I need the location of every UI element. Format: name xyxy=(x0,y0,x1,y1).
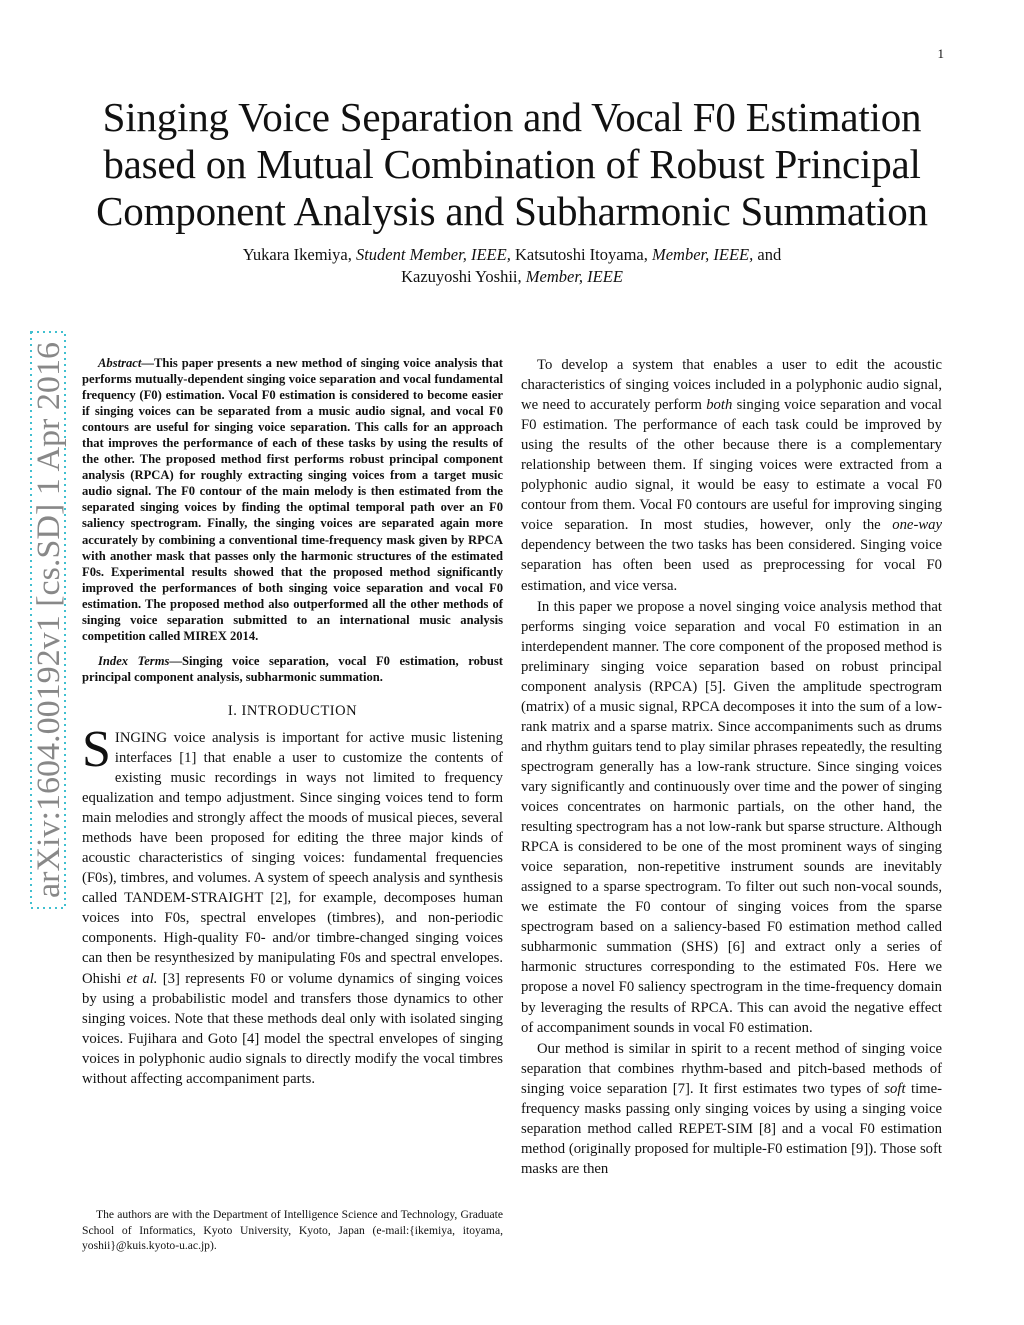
section-title-first: I xyxy=(241,702,247,719)
intro-first-word: INGING xyxy=(114,729,168,746)
abstract-text: This paper presents a new method of singing voice analysis that performs mutually-dependent singing voice separation and vocal fundamental frequency (F0) estimation. Vocal F0 estimation is considered to become easier if singing voices can be separated from a music audio signal, and vocal F0 contours are useful for singing voice separation. This calls for an approach that improves the performance of each of these tasks by using the results of the other. The proposed method first performs robust principal component analysis (RPCA) for roughly extracting singing voices from a target music audio signal. The F0 contour of the main melody is then estimated from the separated singing voices by finding the optimal temporal path over an F0 saliency spectrogram. Finally, the singing voices are separated again more accurately by combining a conventional time-frequency mask given by RPCA with another mask that passes only the harmonic structures of the estimated F0s. Experimental results showed that the proposed method significantly improved the performances of both singing voice separation and vocal F0 estimation. The proposed method also outperformed all the other methods of singing voice separation submitted to an international music analysis competition called MIREX 2014. xyxy=(82,356,503,643)
index-terms xyxy=(82,653,503,685)
right-paragraph-2: In this paper we propose a novel singing voice analysis method that performs singing voice separation and vocal F0 estimation in an interdependent manner. The core component of the proposed method is preliminary singing voice separation based on robust principal component analysis (RPCA) [5]. Given the amplitude spectrogram (matrix) of a music signal, RPCA decomposes it into the sum of a low-rank matrix and a sparse matrix. Since accompaniments such as drums and rhythm guitars tend to play similar phrases repeatedly, the resulting spectrogram generally has a low-rank structure. Since singing voices vary significantly and continuously over time and the power of singing voices concentrates on harmonic partials, on the other hand, the resulting spectrogram has a not low-rank but sparse structure. Although RPCA is considered to be one of the most prominent ways of singing voice separation, non-repetitive instrument sounds are inevitably assigned to a sparse spectrogram. To filter out such non-vocal sounds, we estimate the F0 contour of singing voices from the sparse spectrogram based on a saliency-based F0 estimation method called subharmonic summation (SHS) [6] and extract only a series of harmonic structures corresponding to the estimated F0s. Here we propose a novel F0 saliency spectrogram in the time-frequency domain by leveraging the results of RPCA. This can avoid the negative effect of accompaniment sounds in vocal F0 estimation. xyxy=(521,598,942,1036)
author-2-name: Katsutoshi Itoyama, xyxy=(514,245,648,264)
right-p1-oneway: one-way xyxy=(892,517,942,534)
section-numeral: I. xyxy=(227,702,242,719)
author-3-role: Member, IEEE xyxy=(525,267,623,286)
intro-paragraph-1 xyxy=(82,720,503,1089)
author-list xyxy=(100,244,924,288)
author-2-role: Member, IEEE, xyxy=(651,245,754,264)
index-terms-dash: — xyxy=(169,653,182,668)
author-3-name: Kazuyoshi Yoshii, xyxy=(401,267,522,286)
intro-text-a: voice analysis is important for active music listening interfaces [1] that enable a user to customize the contents of existing music recordings in ways not limited to frequency equalization and tempo adjustment. Since singing voices tend to form main melodies and strongly affect the moods of musical pieces, several methods have been proposed for editing the three major kinds of acoustic characteristics of singing voices: fundamental frequencies (F0s), timbres, and volumes. A system of speech analysis and synthesis called TANDEM-STRAIGHT [2], for example, decomposes human voices into F0s, spectral envelopes (timbres), and non-periodic components. High-quality F0- and/or timbre-changed singing voices can then be resynthesized by manipulating F0s and spectral envelopes. Ohishi xyxy=(82,729,503,987)
author-conjunction: and xyxy=(757,245,782,264)
abstract xyxy=(82,355,503,644)
abstract-dash: — xyxy=(141,356,154,370)
index-terms-label: Index Terms xyxy=(98,653,170,668)
author-affiliation-footnote: The authors are with the Department of Intelligence Science and Technology, Graduate School of Informatics, Kyoto University, Kyoto, Japan (e-mail:{ikemiya, itoyama, yoshii}@kuis.kyoto-u.ac.jp). xyxy=(82,1208,503,1252)
abstract-label: Abstract xyxy=(98,356,142,370)
arxiv-stamp-graphic xyxy=(28,330,68,910)
author-1-name: Yukara Ikemiya, xyxy=(242,245,352,264)
title-line-2: based on Mutual Combination of Robust Principal xyxy=(103,141,921,187)
right-p1-text-a: To develop a system that enables a user to edit the acoustic characteristics of singing voices included in a polyphonic audio signal, we need to accurately perform xyxy=(521,357,942,414)
intro-text-b: [3] represents F0 or volume dynamics of singing voices by using a probabilistic model and transfers those dynamics to other singing voices. Note that these methods deal only with isolated singing voices. Fujihara and Goto [4] model the spectral envelopes of singing voices in polyphonic audio signals to directly modify the vocal timbres without affecting accompaniment parts. xyxy=(82,970,503,1087)
paper-title xyxy=(60,94,964,235)
right-paragraph-1 xyxy=(521,355,942,596)
right-p1-both: both xyxy=(706,397,733,414)
section-heading-introduction xyxy=(82,703,503,720)
section-title-rest: NTRODUCTION xyxy=(246,702,358,719)
page-number: 1 xyxy=(937,46,944,61)
right-paragraph-3 xyxy=(521,1039,942,1179)
title-line-1: Singing Voice Separation and Vocal F0 Estimation xyxy=(102,94,922,140)
left-column xyxy=(82,355,503,1089)
intro-etal: et al. xyxy=(126,970,158,987)
right-p1-text-b: singing voice separation and vocal F0 estimation. The performance of each task could be improved by using the results of the other because there is a complementary relationship between them. If singing voices were extracted from a polyphonic audio signal, it would be easy to estimate a vocal F0 contour from them. Vocal F0 contours are useful for improving singing voice separation. In most studies, however, only the xyxy=(521,397,942,534)
right-p1-text-c: dependency between the two tasks has been considered. Singing voice separation has often been used as preprocessing for vocal F0 estimation, and vice versa. xyxy=(521,537,942,594)
arxiv-stamp xyxy=(28,330,68,910)
index-terms-text: Singing voice separation, vocal F0 estimation, robust principal component analysis, subharmonic summation. xyxy=(82,653,503,684)
right-column xyxy=(521,355,942,1179)
right-p3-soft: soft xyxy=(884,1080,906,1097)
arxiv-stamp-text: arXiv:1604.00192v1 [cs.SD] 1 Apr 2016 xyxy=(31,359,67,898)
right-p3-text-a: Our method is similar in spirit to a recent method of singing voice separation that combines rhythm-based and pitch-based methods of singing voice separation [7]. It first estimates two types of xyxy=(521,1040,942,1097)
right-p3-text-b: time-frequency masks passing only singing voices by using a singing voice separation method called REPET-SIM [8] and a vocal F0 estimation method (originally proposed for multiple-F0 estimation [9]). Those soft masks are then xyxy=(521,1080,942,1177)
title-line-3: Component Analysis and Subharmonic Summation xyxy=(96,188,928,234)
author-1-role: Student Member, IEEE, xyxy=(355,245,511,264)
dropcap-letter: S xyxy=(82,720,111,778)
